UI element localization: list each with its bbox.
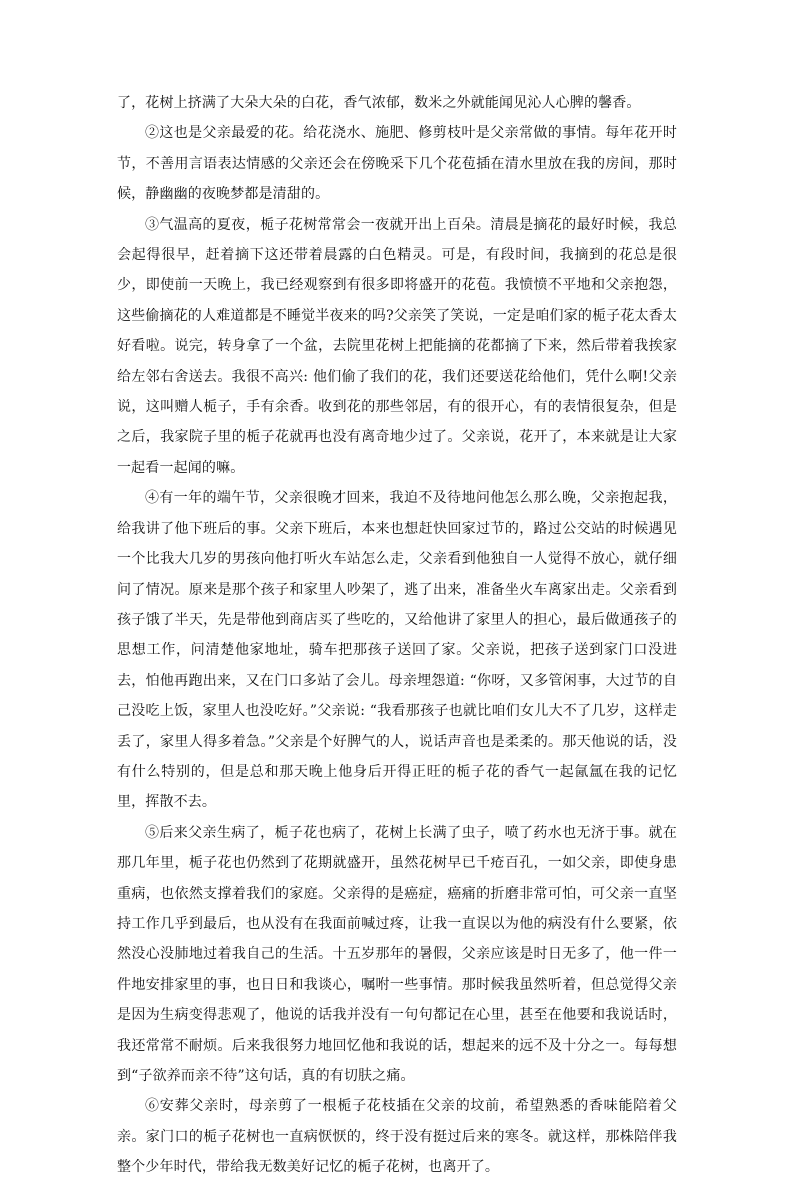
paragraph-5: ⑤后来父亲生病了，栀子花也病了，花树上长满了虫子，喷了药水也无济于事。就在那几年里，栀子花也仍然到了花期就盛开，虽然花树早已千疮百孔，一如父亲，即使身患重病，也依然支撑着我们的家庭。父亲得的是癌症，癌痛的折磨非常可怕，可父亲一直坚持工作几乎到最后，也从没有在我面前喊过疼，让我一直误以为他的病没有什么要紧，依然没心没肺地过着我自己的生活。十五岁那年的暑假，父亲应该是时日无多了，他一件一件地安排家里的事，也日日和我谈心，嘱咐一些事情。那时候我虽然听着，但总觉得父亲是因为生病变得悲观了，他说的话我并没有一句句都记在心里，甚至在他要和我说话时，我还常常不耐烦。后来我很努力地回忆他和我说的话，想起来的远不及十分之一。每每想到“子欲养而亲不待”这句话，真的有切肤之痛。 bbox=[117, 824, 677, 1084]
paragraph-2: ②这也是父亲最爱的花。给花浇水、施肥、修剪枝叶是父亲常做的事情。每年花开时节，不善用言语表达情感的父亲还会在傍晚采下几个花苞插在清水里放在我的房间，那时候，静幽幽的夜晚梦都是清甜的。 bbox=[117, 125, 677, 203]
paragraph-4: ④有一年的端午节，父亲很晚才回来，我迫不及待地问他怎么那么晚，父亲抱起我，给我讲了他下班后的事。父亲下班后，本来也想赶快回家过节的，路过公交站的时候遇见一个比我大几岁的男孩向他打听火车站怎么走，父亲看到他独自一人觉得不放心，就仔细问了情况。原来是那个孩子和家里人吵架了，逃了出来，准备坐火车离家出走。父亲看到孩子饿了半天，先是带他到商店买了些吃的，又给他讲了家里人的担心，最后做通孩子的思想工作，问清楚他家地址，骑车把那孩子送回了家。父亲说，把孩子送到家门口没进去，怕他再跑出来，又在门口多站了会儿。母亲埋怨道: “你呀，又多管闲事，大过节的自己没吃上饭，家里人也没吃好。”父亲说: “我看那孩子也就比咱们女儿大不了几岁，这样走丢了，家里人得多着急。”父亲是个好脾气的人，说话声音也是柔柔的。那天他说的话，没有什么特别的，但是总和那天晚上他身后开得正旺的栀子花的香气一起氤氲在我的记忆里，挥散不去。 bbox=[117, 490, 677, 811]
paragraph-6: ⑥安葬父亲时，母亲剪了一根栀子花枝插在父亲的坟前，希望熟悉的香味能陪着父亲。家门口的栀子花树也一直病恹恹的，终于没有挺过后来的寒冬。就这样，那株陪伴我整个少年时代，带给我无数美好记忆的栀子花树，也离开了。 bbox=[117, 1098, 677, 1176]
article-body bbox=[117, 88, 677, 1183]
paragraph-3: ③气温高的夏夜，栀子花树常常会一夜就开出上百朵。清晨是摘花的最好时候，我总会起得很早，赶着摘下这还带着晨露的白色精灵。可是，有段时间，我摘到的花总是很少，即使前一天晚上，我已经观察到有很多即将盛开的花苞。我愤愤不平地和父亲抱怨，这些偷摘花的人难道都是不睡觉半夜来的吗?父亲笑了笑说，一定是咱们家的栀子花太香太好看啦。说完，转身拿了一个盆，去院里花树上把能摘的花都摘了下来，然后带着我挨家给左邻右舍送去。我很不高兴: 他们偷了我们的花，我们还要送花给他们，凭什么啊!父亲说，这叫赠人栀子，手有余香。收到花的那些邻居，有的很开心，有的表情很复杂，但是之后，我家院子里的栀子花就再也没有离奇地少过了。父亲说，花开了，本来就是让大家一起看一起闻的嘛。 bbox=[117, 216, 677, 476]
paragraph-continuation: 了，花树上挤满了大朵大朵的白花，香气浓郁，数米之外就能闻见沁人心脾的馨香。 bbox=[117, 95, 641, 111]
